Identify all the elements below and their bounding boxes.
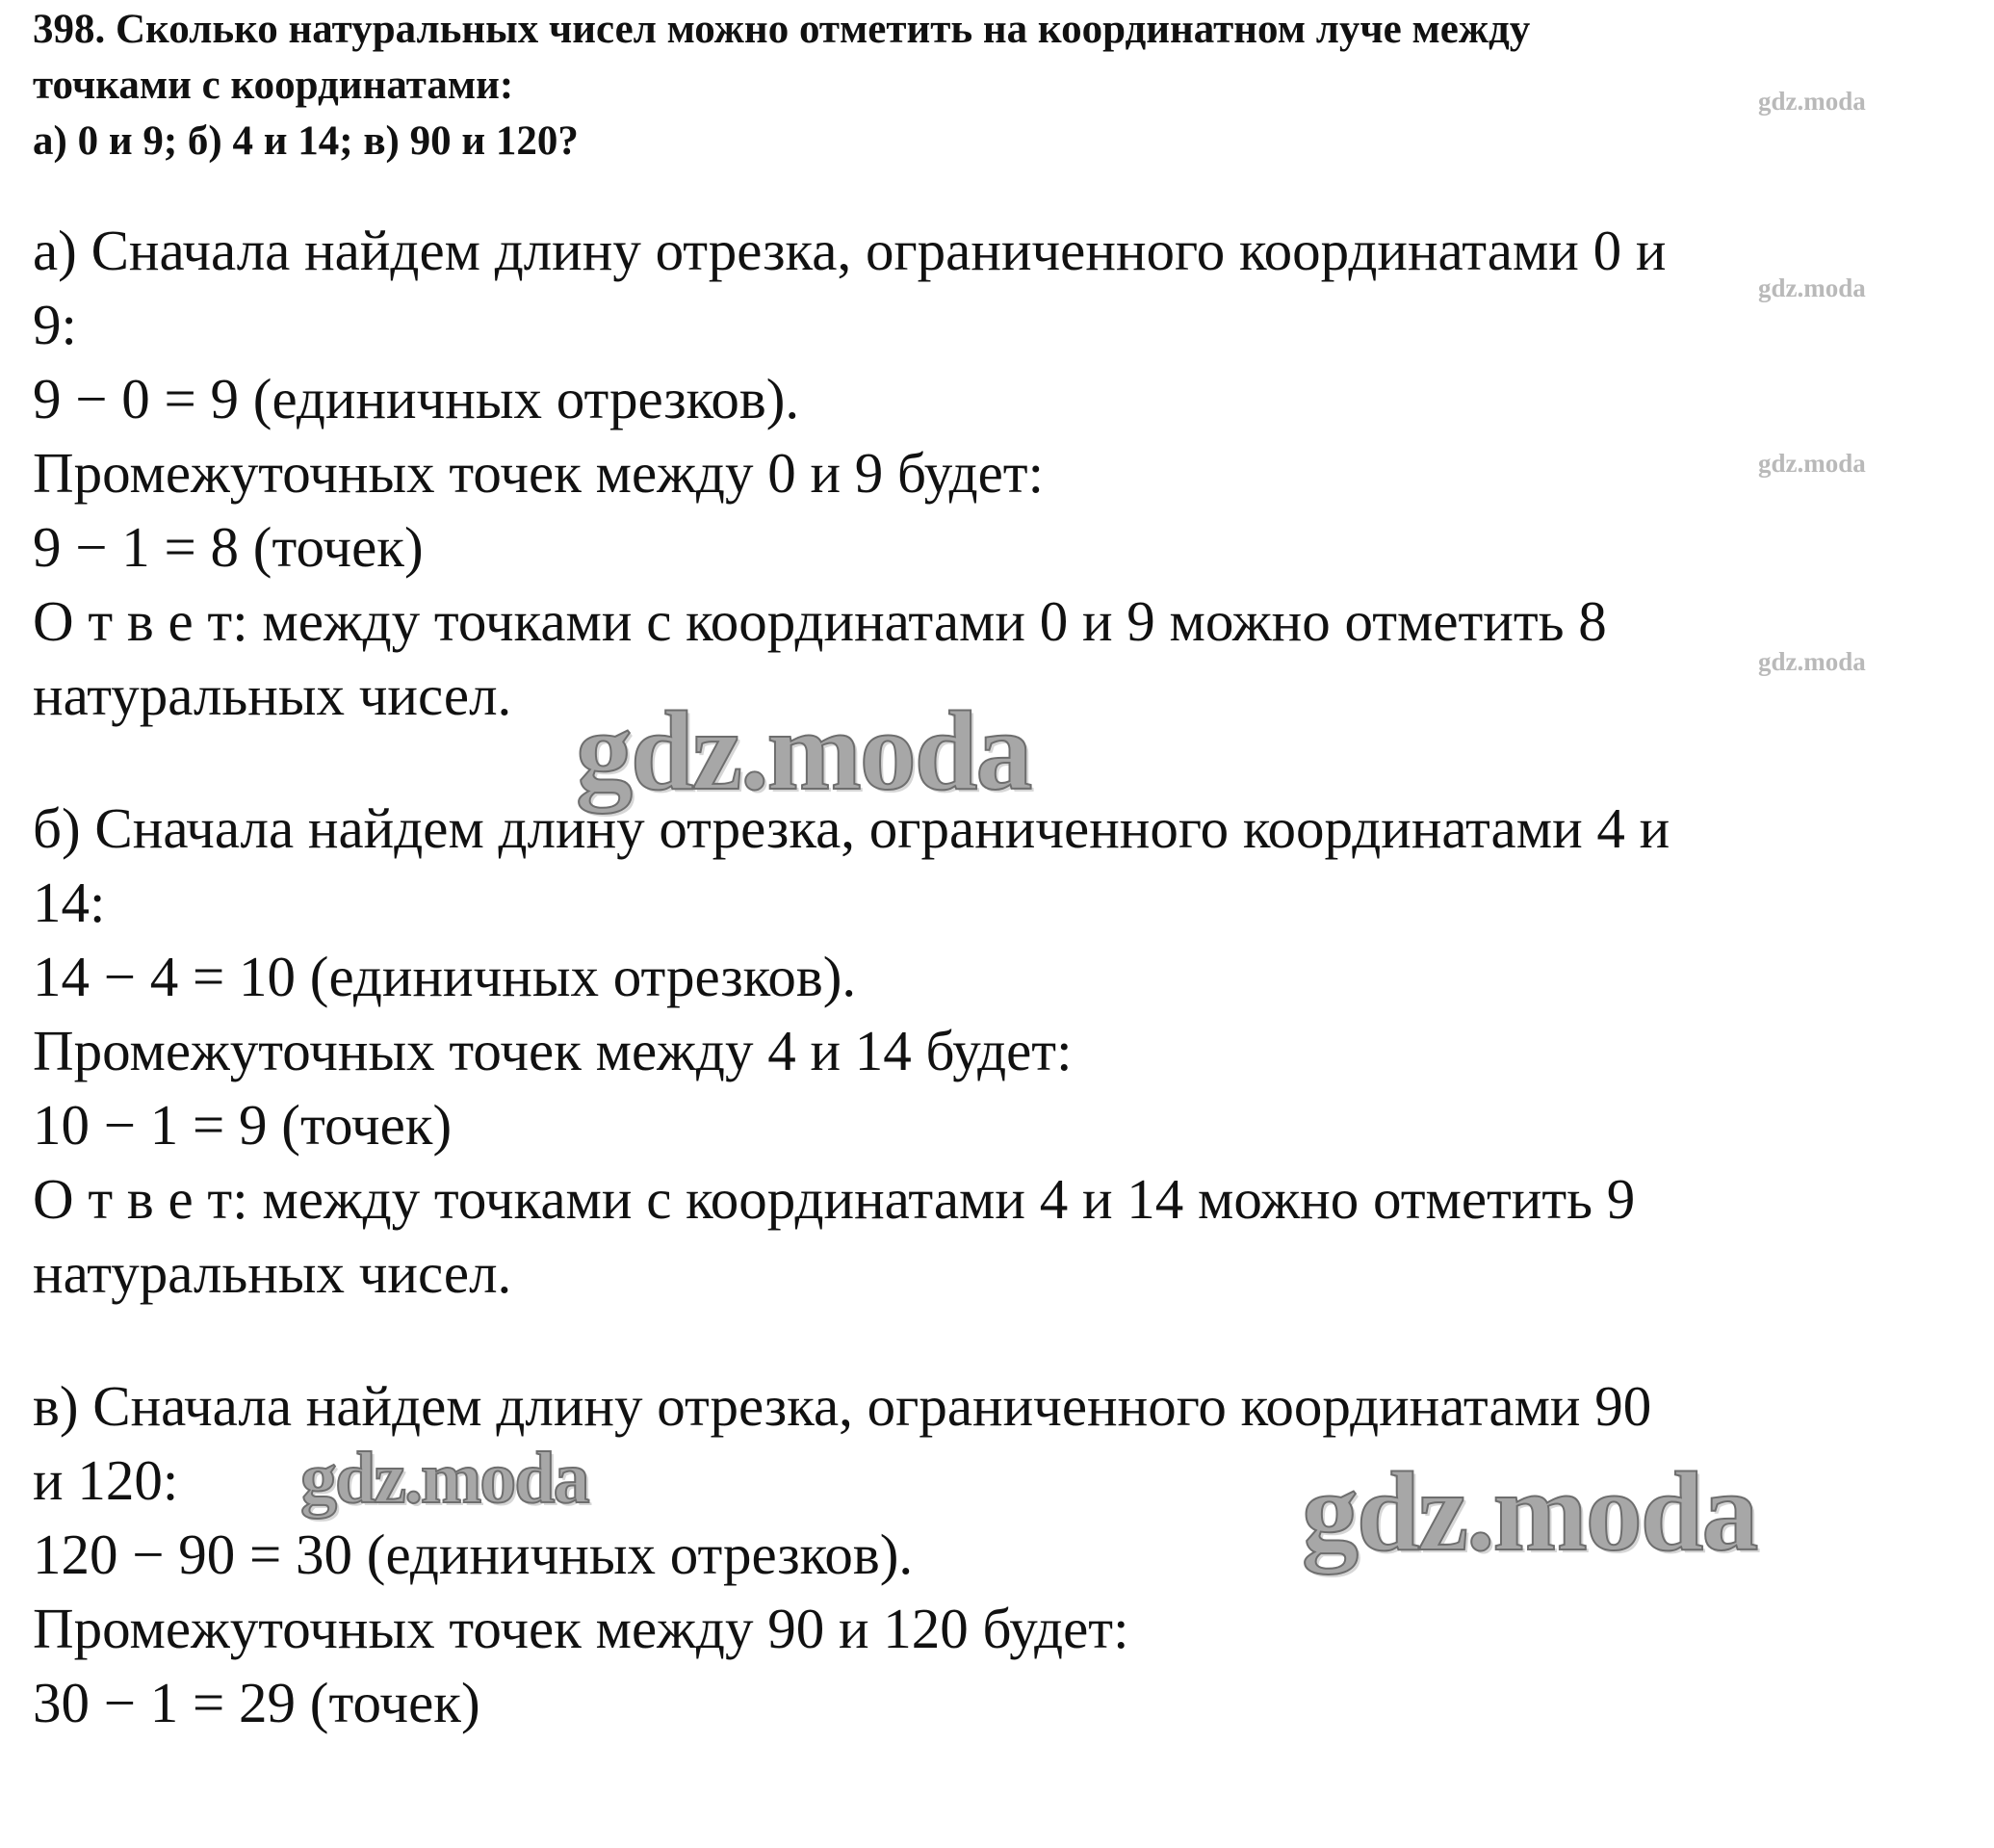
solution-line: 9 − 1 = 8 (точек) — [33, 515, 424, 579]
answer-line: натуральных чисел. — [33, 1241, 512, 1305]
watermark-small: gdz.moda — [1758, 87, 1866, 116]
solution-line: 120 − 90 = 30 (единичных отрезков). — [33, 1523, 914, 1586]
solution-line: б) Сначала найдем длину отрезка, ограниченного координатами 4 и — [33, 796, 1670, 860]
problem-line: 398. Сколько натуральных чисел можно отметить на координатном луче между — [33, 7, 1531, 52]
solution-line: 9 − 0 = 9 (единичных отрезков). — [33, 367, 800, 430]
watermark-large: gdz.moda — [576, 688, 1031, 814]
watermark-large: gdz.moda — [1302, 1448, 1757, 1575]
solution-line: Промежуточных точек между 0 и 9 будет: — [33, 441, 1044, 505]
solution-line: 14: — [33, 871, 106, 934]
solution-line: 30 − 1 = 29 (точек) — [33, 1671, 480, 1734]
watermark-small: gdz.moda — [1758, 273, 1866, 302]
watermark-large: gdz.moda — [300, 1438, 588, 1519]
solution-line: а) Сначала найдем длину отрезка, ограниченного координатами 0 и — [33, 219, 1667, 282]
answer-line: натуральных чисел. — [33, 664, 512, 727]
problem-line: а) 0 и 9; б) 4 и 14; в) 90 и 120? — [33, 118, 579, 164]
answer-line: О т в е т: между точками с координатами 4 и 14 можно отметить 9 — [33, 1167, 1636, 1231]
solution-line: 14 − 4 = 10 (единичных отрезков). — [33, 945, 857, 1008]
solution-line: Промежуточных точек между 4 и 14 будет: — [33, 1019, 1073, 1082]
solution-line: Промежуточных точек между 90 и 120 будет: — [33, 1597, 1129, 1660]
solution-part-a — [33, 214, 1958, 733]
solution-line: 9: — [33, 293, 77, 356]
watermark-small: gdz.moda — [1758, 449, 1866, 478]
solution-part-b — [33, 792, 1958, 1311]
solution-line: 10 − 1 = 9 (точек) — [33, 1093, 453, 1157]
answer-line: О т в е т: между точками с координатами 0 и 9 можно отметить 8 — [33, 589, 1607, 653]
solution-line: в) Сначала найдем длину отрезка, ограниченного координатами 90 — [33, 1374, 1652, 1438]
problem-statement — [33, 2, 1920, 169]
watermark-small: gdz.moda — [1758, 647, 1866, 676]
problem-line: точками с координатами: — [33, 63, 514, 108]
solution-line: и 120: — [33, 1448, 179, 1512]
